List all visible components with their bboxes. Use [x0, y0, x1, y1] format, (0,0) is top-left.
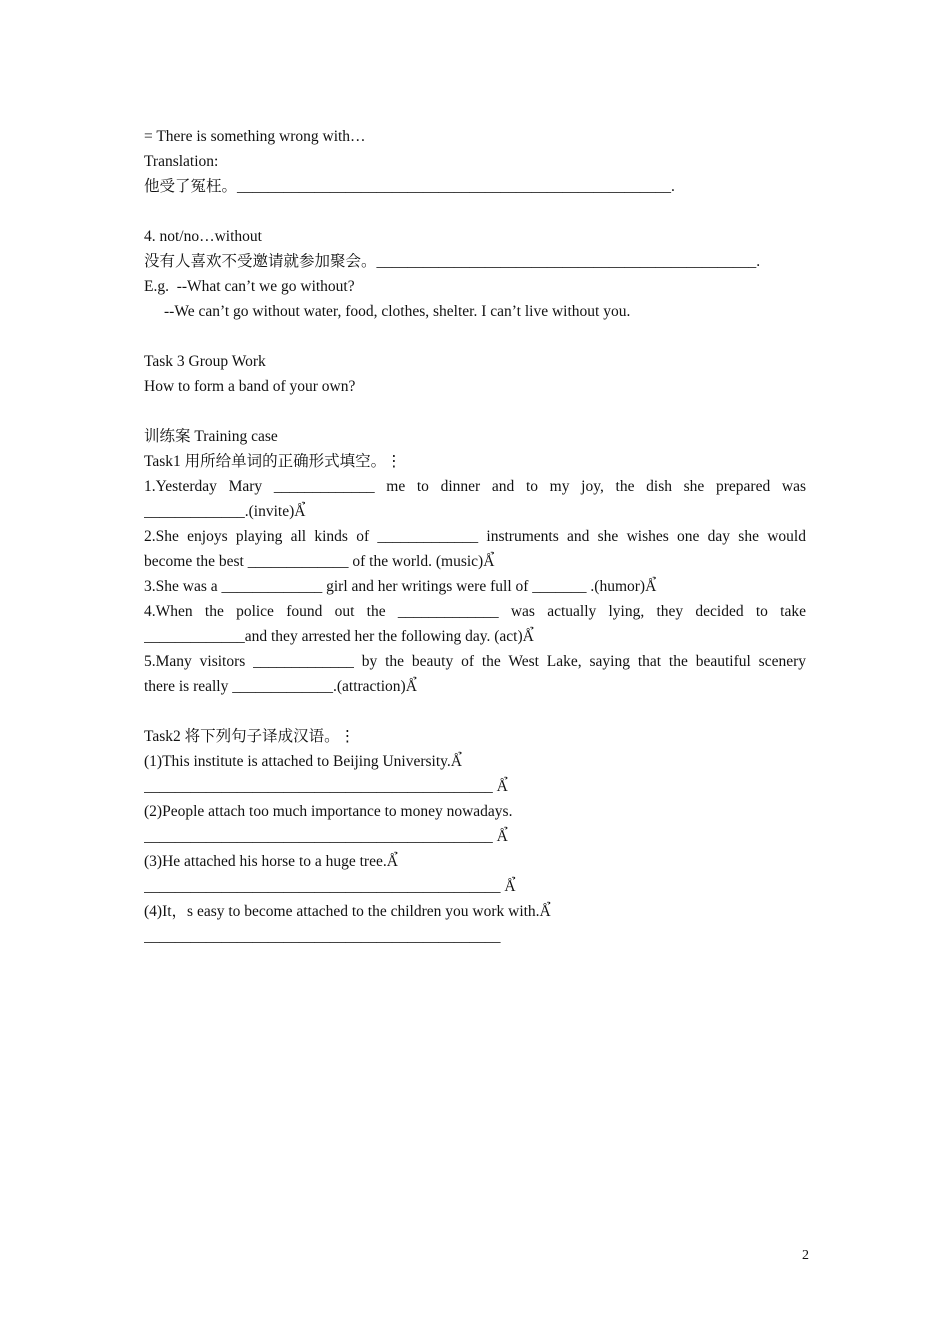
blank-line — [144, 199, 806, 224]
text-line: _____________________________________________ Å̉ — [144, 828, 508, 845]
text-line: ______________________________________________ Å̉ — [144, 878, 516, 895]
text-line: (3)He attached his horse to a huge tree.Å̉ — [144, 853, 398, 870]
text-line: Task1 用所给单词的正确形式填空。⋮ — [144, 453, 402, 470]
text-line: (2)People attach too much importance to money nowadays. — [144, 803, 513, 820]
text-line: 训练案 Training case — [144, 428, 278, 445]
text-line: 5.Many visitors _____________ by the beauty of the West Lake, saying that the beautiful scenery — [144, 653, 806, 670]
text-line: ______________________________________________ — [144, 928, 501, 945]
text-line: How to form a band of your own? — [144, 378, 356, 395]
text-line: 他受了冤枉。________________________________________________________. — [144, 178, 675, 195]
text-line: 2.She enjoys playing all kinds of _____________ instruments and she wishes one day she would — [144, 528, 806, 545]
blank-line — [144, 324, 806, 349]
text-line: _____________________________________________ Å̉ — [144, 778, 508, 795]
text-line: 4.When the police found out the _____________ was actually lying, they decided to take — [144, 603, 806, 620]
text-line: Task 3 Group Work — [144, 353, 266, 370]
text-line: 4. not/no…without — [144, 228, 262, 245]
document-page — [144, 124, 806, 949]
text-line: Task2 将下列句子译成汉语。⋮ — [144, 728, 356, 745]
text-line: Translation: — [144, 153, 219, 170]
text-line: become the best _____________ of the world. (music)Å̉ — [144, 553, 495, 570]
text-line: E.g. --What can’t we go without? — [144, 278, 355, 295]
blank-line — [144, 699, 806, 724]
page-number: 2 — [802, 1248, 809, 1263]
text-line: 3.She was a _____________ girl and her writings were full of _______ .(humor)Å̉ — [144, 578, 657, 595]
text-line: there is really _____________.(attraction)Å̉ — [144, 678, 417, 695]
text-line: _____________.(invite)Å̉ — [144, 503, 306, 520]
text-line: _____________and they arrested her the following day. (act)Å̉ — [144, 628, 534, 645]
text-line: --We can’t go without water, food, clothes, shelter. I can’t live without you. — [164, 303, 631, 320]
text-line: (1)This institute is attached to Beijing University.Å̉ — [144, 753, 462, 770]
text-line: 1.Yesterday Mary _____________ me to dinner and to my joy, the dish she prepared was — [144, 478, 806, 495]
text-line: (4)It，s easy to become attached to the children you work with.Å̉ — [144, 903, 551, 920]
text-line: 没有人喜欢不受邀请就参加聚会。_________________________________________________. — [144, 253, 761, 270]
blank-line — [144, 399, 806, 424]
text-line: = There is something wrong with… — [144, 128, 366, 145]
